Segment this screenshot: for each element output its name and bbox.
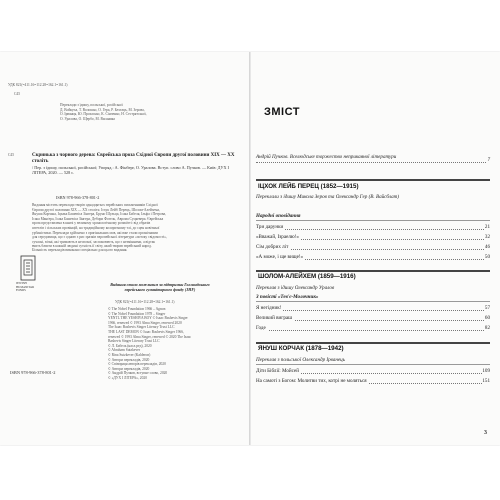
section-author: ШОЛОМ-АЛЕЙХЕМ (1859—1916) — [258, 273, 356, 280]
section-subheading — [256, 293, 490, 301]
translators-text: Переклав з ідишу Олександр Уралов — [256, 285, 335, 291]
description-line: Європи другої половини ХІХ — ХХ століть: Ієхук Лейб Перець, Шолом-Алейхема, — [32, 207, 160, 212]
toc-entry-page: 109 — [482, 368, 490, 374]
description-line: урбаністики. Переклади здійснено з оригінальних мов, які вже стали органічними — [32, 230, 158, 235]
description-line: Ісака Манґера, Ісака Башевіса Зінгера, Дебори Фогель, Аврома Суцкевера. Єврейська — [32, 216, 164, 221]
section-rule — [256, 179, 490, 181]
translators-text: Переклали з ідишу Микола Зеров та Олександр Гер (В. Вайсблат) — [256, 194, 400, 200]
copyright-line: YENTL THE YESHIVA BOY © Isaac Bashevis Singer — [108, 316, 188, 321]
logo-text-line: HUMANITAR — [16, 284, 35, 289]
copyright-line: © Л. Бабель (насл.ред), 2020 — [108, 343, 152, 348]
toc-entry-page: 7 — [487, 157, 490, 163]
copyright-line: renewed © 1993 Alma Singer, renewed © 2020 The Isaac — [108, 334, 192, 339]
toc-entry-label: Андрій Пучков. Вселюдське торжество неприкаяної літератури — [256, 155, 408, 161]
book-meta: / Пер. з їдишу, польської, російської; Упоряд.: А. Фінберг, О. Уралова. Вступ. слово А. Пучков. — Київ: ДУХ І ЛІТЕРА, 2020. — 528 с. — [32, 165, 229, 176]
subsidy-note: Більшість перекладів виконано спеціально для цього видання. — [32, 248, 128, 252]
description-line: Видання містить переклади творів однадцятьох єврейських письменників Східної — [32, 203, 158, 207]
logo-text — [16, 282, 56, 293]
funding-line: єврейського гуманітарного фонду (JHF) — [124, 287, 196, 292]
copyright-line: © «ДУХ І ЛІТЕРА», 2020 — [108, 375, 147, 380]
logo-text-line: FONDS — [16, 288, 26, 293]
toc-entry-page: 21 — [484, 224, 490, 230]
translators-block — [60, 103, 240, 121]
funding-line: Видання стало можливим за підтримки Голландського — [110, 282, 210, 287]
leader-dots — [256, 162, 490, 163]
section-rule — [256, 270, 490, 272]
copyright-line: © Автори перекладів, 2020 — [108, 366, 150, 371]
toc-entry[interactable] — [256, 223, 490, 231]
toc-entry[interactable] — [256, 304, 490, 312]
subheading-text: З повісті «Тев'є-Молочник» — [256, 294, 319, 300]
toc-entry-label: Три дарунки — [256, 224, 284, 230]
copyright-line: Bashevis Singer Literary Trust LLC — [108, 339, 160, 344]
description-line: сучасні, вічні, які тримають в неспокої, заспокоюють, що є незмінними, а відтак — [32, 239, 156, 244]
toc-entry-page: 151 — [482, 378, 490, 384]
book-title: Скринька з чорного дерева: Єврейська проза Східної Європи другої половини ХІХ — ХХ століть — [32, 153, 235, 164]
description-block — [32, 203, 242, 249]
c45-code: С45 — [14, 92, 20, 96]
leader-dots — [256, 310, 490, 311]
jhf-logo-icon — [20, 255, 36, 281]
description-line: Януша Корчака, Іцхака Башевіса Зінгера, Бруно Шульца, Ісака Бабеля, Ільфа і Петрова, — [32, 212, 167, 217]
toc-entry-label: Я негідник! — [256, 305, 282, 311]
toc-entry-page: 60 — [484, 315, 490, 321]
toc-entry-page: 32 — [484, 234, 490, 240]
section-subheading — [256, 212, 490, 220]
toc-entry-label: «А може, і ще вище!» — [256, 254, 304, 260]
copyright-line: © Андрій Пучков, вступне слово, 2020 — [108, 371, 168, 376]
toc-entry-page: 82 — [484, 325, 490, 331]
copyright-line: © Rina Sutzkever (Kalderon) — [108, 352, 151, 357]
copyright-line: © The Nobel Foundation 1966 – Agnon — [108, 307, 166, 311]
c45-code-second: С45 — [8, 153, 14, 157]
leader-dots — [256, 229, 490, 230]
isbn-large: ISBN 978-966-378-801-2 — [10, 370, 56, 375]
section-translators — [256, 196, 490, 204]
toc-entry-label: На самоті з Богом: Молитви тих, котрі не моляться — [256, 378, 367, 384]
copyright-line: © Автори перекладів, 2020 — [108, 357, 150, 362]
toc-entry[interactable] — [256, 377, 490, 385]
udk-code-second: УДК 821(=411.16=112.28=162.1=161.1) — [115, 300, 175, 304]
udk-code: УДК 821(=411.16=112.28=162.1=161.1) — [8, 83, 68, 87]
toc-entry-page: 57 — [484, 305, 490, 311]
toc-entry-intro[interactable] — [256, 156, 490, 164]
gutter — [249, 52, 251, 445]
toc-entry-label: Діти Біблії: Мойсей — [256, 368, 299, 374]
toc-entry-page: 50 — [484, 254, 490, 260]
translators-line: Д. Войцеха, Т. Волошко, О. Гера, Р. Бехтаць, М. Зерова, — [60, 107, 145, 112]
translators-line: О. Ірванця, Ю. Прохасько, К. Сінченко, Н. Сестрятської, — [60, 112, 147, 117]
leader-dots — [256, 330, 490, 331]
toc-entry-label: «Вважай, Ізраелю!» — [256, 234, 299, 240]
divider — [256, 364, 490, 365]
translators-text: Переклав з польської Олександр Ірванець — [256, 357, 346, 363]
toc-entry[interactable] — [256, 324, 490, 332]
translators-line: О. Уралова, О. Щербо, М. Васяника — [60, 116, 115, 121]
description-line: вчить бачити в кожній людині сутність її світу, який творив єврейський народ. — [32, 244, 152, 249]
toc-entry[interactable] — [256, 367, 490, 375]
translators-line: Переклади з їдишу, польської, російської — [60, 103, 123, 107]
copyright-line: © Співпраця авторів перекладів, 2020 — [108, 362, 166, 367]
section-author: ЯНУШ КОРЧАК (1878—1942) — [258, 345, 344, 352]
toc-entry[interactable] — [256, 314, 490, 322]
copyright-line: 1966, renewed © 1993 Alma Singer, renewed 2020 — [108, 320, 182, 325]
section-translators — [256, 284, 490, 292]
copyright-line: THE LAST DEMON © Isaac Bashevis Singer 1966, — [108, 329, 184, 334]
copyright-line: © The Nobel Foundation 1978 – Singer — [108, 311, 166, 316]
logo-text-line: JEWISH — [16, 281, 27, 285]
description-line: для середовища, що є одною з рис зразків європейської літератури «потоку свідомості», — [32, 235, 167, 240]
subheading-text: Народні оповідання — [256, 213, 301, 219]
copyright-line: © Abraham Sutzkever — [108, 348, 141, 353]
leader-dots — [256, 249, 490, 250]
description-line: проза представлена в книзі у великому хронологічному розмаїтті: від образів — [32, 221, 151, 226]
divider — [256, 220, 490, 221]
copyright-line: The Isaac Bashevis Singer Literary Trust LLC — [108, 325, 175, 330]
section-translators — [256, 356, 490, 364]
funding-note — [80, 282, 240, 292]
page-number: 3 — [484, 430, 487, 436]
toc-entry-label: Годе — [256, 325, 266, 331]
copyright-block — [108, 307, 243, 381]
toc-entry-label: Великий виграш — [256, 315, 293, 321]
toc-entry-label: Сім добрих літ — [256, 244, 289, 250]
divider — [256, 301, 490, 302]
isbn-small: ISBN 978-966-378-801-2 — [56, 195, 100, 200]
contents-title: ЗМІСТ — [264, 106, 300, 118]
toc-entry[interactable] — [256, 233, 490, 241]
toc-entry[interactable] — [256, 253, 490, 261]
section-author: ІЦХОК ЛЕЙБ ПЕРЕЦ (1852—1915) — [258, 183, 359, 190]
section-rule — [256, 342, 490, 344]
description-line: штетлів і сільських провінцій, на традиційному колоритному тлі, до сцен новітньої — [32, 225, 160, 230]
toc-entry[interactable] — [256, 243, 490, 251]
book-record — [32, 153, 242, 175]
toc-entry-page: 46 — [484, 244, 490, 250]
